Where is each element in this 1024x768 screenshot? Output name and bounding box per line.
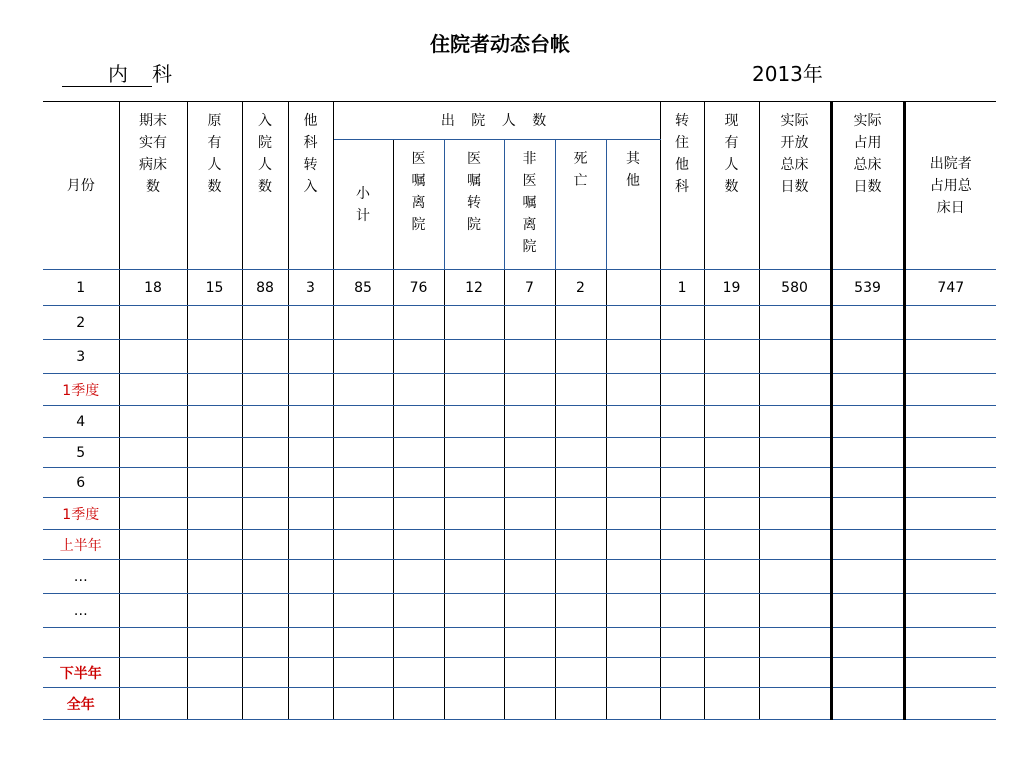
table-cell [333,406,393,438]
table-cell [119,530,187,560]
table-cell [333,530,393,560]
table-cell [904,628,996,658]
table-cell [904,594,996,628]
table-cell [393,468,444,498]
table-cell [444,340,504,374]
table-cell [660,306,704,340]
table-cell [504,468,555,498]
table-cell [242,658,288,688]
table-cell [393,688,444,720]
table-cell [333,340,393,374]
table-cell [119,438,187,468]
table-cell [119,374,187,406]
table-cell [288,498,333,530]
table-row [43,688,996,720]
table-cell [242,340,288,374]
table-cell [555,688,606,720]
row-label: 6 [43,468,119,498]
table-cell [606,468,660,498]
table-cell: 12 [444,270,504,306]
table-cell [393,498,444,530]
table-cell [333,594,393,628]
table-cell [242,594,288,628]
table-cell [119,406,187,438]
table-cell [759,560,831,594]
table-cell [704,374,759,406]
table-cell [606,530,660,560]
table-cell [555,498,606,530]
table-cell [831,594,904,628]
table-cell [288,306,333,340]
table-row [43,530,996,560]
table-cell [119,658,187,688]
table-cell [831,468,904,498]
table-cell [288,594,333,628]
row-label: 1季度 [43,498,119,530]
table-cell [759,498,831,530]
ledger-table [43,101,996,720]
header-other: 其他 [606,140,660,270]
table-cell [555,594,606,628]
header-death: 死亡 [555,140,606,270]
table-cell [606,270,660,306]
table-cell [444,374,504,406]
table-cell [333,560,393,594]
table-cell [288,628,333,658]
table-cell [242,498,288,530]
table-row [43,468,996,498]
table-cell: 580 [759,270,831,306]
table-cell [555,560,606,594]
row-label: 1 [43,270,119,306]
table-cell [242,560,288,594]
table-cell [759,688,831,720]
table-cell [444,406,504,438]
table-cell [444,498,504,530]
table-cell [119,560,187,594]
table-row [43,438,996,468]
table-cell [333,468,393,498]
table-cell [831,438,904,468]
table-cell [288,406,333,438]
year-label: 2013年 [752,62,823,86]
table-cell [831,560,904,594]
header-discharged-bed-days: 出院者占用总床日 [904,102,996,270]
table-cell [831,374,904,406]
table-cell [187,628,242,658]
table-cell [555,658,606,688]
table-cell [288,530,333,560]
table-cell [288,468,333,498]
table-cell [904,406,996,438]
header-discharged-group: 出 院 人 数 [333,102,660,140]
table-cell [555,374,606,406]
table-cell [704,658,759,688]
table-cell [242,468,288,498]
ledger-body [43,270,996,720]
table-cell [660,340,704,374]
header-subtotal: 小计 [333,140,393,270]
header-non-doctor-discharge: 非医嘱离院 [504,140,555,270]
table-cell [333,688,393,720]
table-cell [504,594,555,628]
table-cell [187,374,242,406]
table-cell [704,560,759,594]
table-cell [831,658,904,688]
table-cell [444,628,504,658]
table-cell [904,340,996,374]
table-cell [119,628,187,658]
table-cell [242,628,288,658]
table-cell [904,306,996,340]
table-cell [831,530,904,560]
table-cell [242,406,288,438]
header-admitted: 入院人数 [242,102,288,270]
table-cell [393,340,444,374]
table-cell [242,530,288,560]
table-cell [393,658,444,688]
table-cell [904,658,996,688]
ledger-title: 住院者动态台帐 [430,32,570,56]
table-cell [555,306,606,340]
table-cell [606,406,660,438]
table-cell [759,468,831,498]
table-cell [333,374,393,406]
table-cell [444,594,504,628]
table-cell [660,374,704,406]
table-cell [660,406,704,438]
table-cell [187,498,242,530]
table-cell [288,688,333,720]
row-label: 2 [43,306,119,340]
table-cell [187,438,242,468]
table-row [43,374,996,406]
table-cell [333,628,393,658]
table-row [43,498,996,530]
row-label: 5 [43,438,119,468]
table-cell [660,688,704,720]
table-cell [904,530,996,560]
table-cell [444,560,504,594]
row-label: 1季度 [43,374,119,406]
row-label: 下半年 [43,658,119,688]
table-cell [904,468,996,498]
table-cell [119,594,187,628]
table-cell [444,468,504,498]
table-cell [333,498,393,530]
table-cell [759,340,831,374]
table-cell: 85 [333,270,393,306]
table-cell [393,628,444,658]
row-label [43,628,119,658]
row-label: 4 [43,406,119,438]
table-cell [704,468,759,498]
table-cell [187,406,242,438]
table-cell [444,530,504,560]
table-cell [242,688,288,720]
table-cell [555,468,606,498]
table-row [43,594,996,628]
table-cell [660,498,704,530]
table-cell [660,468,704,498]
table-cell [187,468,242,498]
table-cell [504,530,555,560]
header-transfer-in: 他科转入 [288,102,333,270]
table-cell [119,340,187,374]
table-cell [606,438,660,468]
table-cell [904,688,996,720]
table-cell [504,628,555,658]
table-cell [504,688,555,720]
table-cell [444,658,504,688]
table-cell [606,340,660,374]
table-cell [831,406,904,438]
table-cell [831,306,904,340]
table-cell: 15 [187,270,242,306]
table-cell [187,530,242,560]
table-cell [660,438,704,468]
table-cell: 747 [904,270,996,306]
table-cell [333,306,393,340]
table-cell [393,438,444,468]
table-cell: 76 [393,270,444,306]
table-cell [606,306,660,340]
table-cell [904,498,996,530]
table-cell [393,530,444,560]
header-occupied-bed-days: 实际占用总床日数 [831,102,904,270]
table-cell [187,560,242,594]
table-cell [555,628,606,658]
table-cell: 19 [704,270,759,306]
header-end-beds: 期末实有病床数 [119,102,187,270]
department-value: 内 [62,62,152,87]
table-cell [660,628,704,658]
table-cell [904,374,996,406]
table-cell [704,628,759,658]
table-cell [242,438,288,468]
table-cell [504,374,555,406]
table-cell: 3 [288,270,333,306]
table-cell: 18 [119,270,187,306]
table-cell [119,688,187,720]
table-cell [606,594,660,628]
table-cell [187,306,242,340]
table-cell [504,306,555,340]
header-transfer-out: 转住他科 [660,102,704,270]
table-cell [333,658,393,688]
table-cell [904,560,996,594]
department-field [62,58,172,87]
table-cell [759,406,831,438]
header-doctor-discharge: 医嘱离院 [393,140,444,270]
table-cell [759,628,831,658]
table-cell [606,688,660,720]
table-cell [759,530,831,560]
table-cell [555,438,606,468]
table-cell: 539 [831,270,904,306]
table-cell [704,498,759,530]
row-label: 全年 [43,688,119,720]
table-cell [759,658,831,688]
row-label: 上半年 [43,530,119,560]
table-cell [288,658,333,688]
table-cell [393,560,444,594]
table-cell [704,688,759,720]
table-cell [187,340,242,374]
table-cell [660,530,704,560]
table-cell [704,340,759,374]
table-row [43,306,996,340]
table-cell: 1 [660,270,704,306]
table-cell [704,530,759,560]
row-label: 3 [43,340,119,374]
table-row [43,658,996,688]
table-cell [904,438,996,468]
table-cell [119,306,187,340]
table-cell [288,438,333,468]
table-cell [831,340,904,374]
table-cell [288,374,333,406]
table-row [43,270,996,306]
table-cell [555,406,606,438]
table-cell [242,374,288,406]
header-open-bed-days: 实际开放总床日数 [759,102,831,270]
table-row [43,560,996,594]
table-cell: 7 [504,270,555,306]
table-cell [444,306,504,340]
table-cell [606,498,660,530]
table-row [43,340,996,374]
table-cell [660,594,704,628]
table-cell: 2 [555,270,606,306]
table-cell [393,374,444,406]
table-cell [393,306,444,340]
table-cell [393,406,444,438]
table-cell [288,340,333,374]
table-cell [759,306,831,340]
table-cell [504,498,555,530]
header-current: 现有人数 [704,102,759,270]
header-month: 月份 [43,102,119,270]
table-cell [444,438,504,468]
header-original: 原有人数 [187,102,242,270]
table-cell [555,530,606,560]
table-cell [504,438,555,468]
table-cell [288,560,333,594]
table-cell [504,340,555,374]
table-cell [393,594,444,628]
row-label: … [43,594,119,628]
table-cell [187,594,242,628]
table-cell [606,374,660,406]
table-cell [242,306,288,340]
row-label: … [43,560,119,594]
table-cell [606,628,660,658]
table-cell [444,688,504,720]
table-row [43,406,996,438]
table-cell [759,438,831,468]
table-cell [555,340,606,374]
department-suffix: 科 [152,62,172,86]
header-doctor-transfer: 医嘱转院 [444,140,504,270]
table-cell [759,594,831,628]
table-cell [704,594,759,628]
table-cell [606,658,660,688]
table-cell [660,658,704,688]
table-cell [704,306,759,340]
table-cell [119,498,187,530]
table-row [43,628,996,658]
table-cell [831,628,904,658]
table-cell [187,658,242,688]
table-cell: 88 [242,270,288,306]
table-cell [759,374,831,406]
table-cell [333,438,393,468]
table-cell [660,560,704,594]
table-cell [187,688,242,720]
table-cell [504,406,555,438]
table-cell [704,438,759,468]
table-cell [119,468,187,498]
table-cell [504,658,555,688]
table-cell [831,688,904,720]
table-cell [831,498,904,530]
table-cell [504,560,555,594]
table-cell [704,406,759,438]
table-cell [606,560,660,594]
